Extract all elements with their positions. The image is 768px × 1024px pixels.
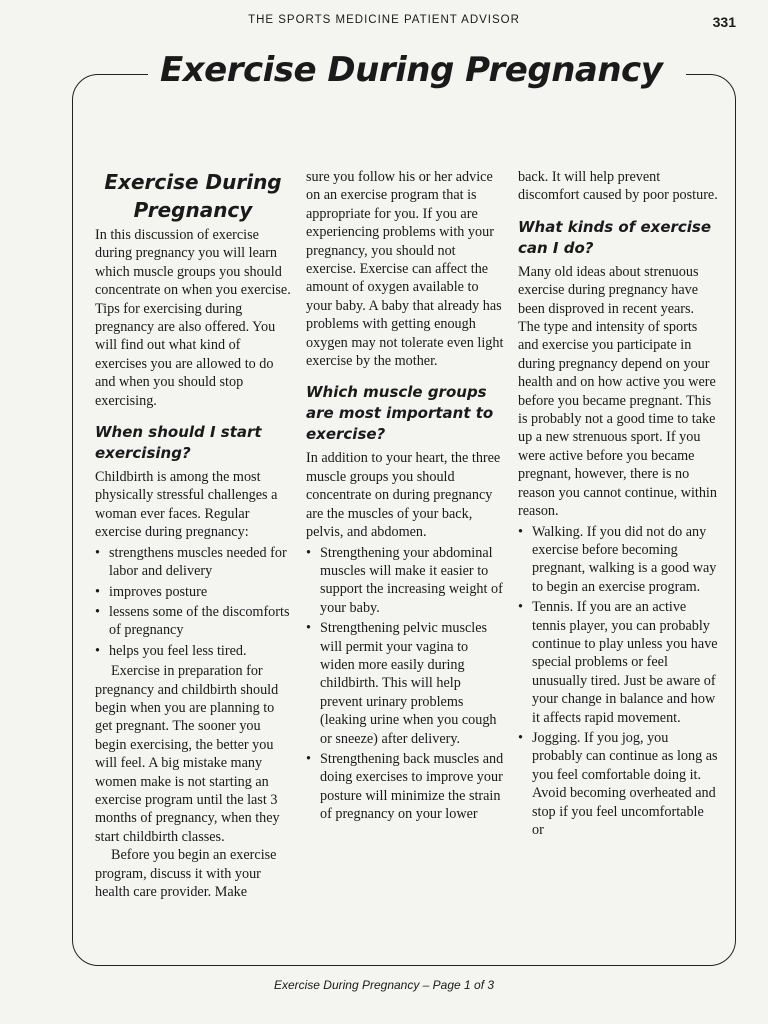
paragraph: Childbirth is among the most physically stressful challenges a woman ever faces. Regular exercise during pregnancy: (95, 469, 278, 541)
list-item: • helps you feel less tired. (95, 642, 291, 660)
paragraph: back. It will help prevent discomfort caused by poor posture. (518, 169, 718, 204)
running-head: THE SPORTS MEDICINE PATIENT ADVISOR (248, 14, 520, 26)
list-item: • Tennis. If you are an active tennis player, you can probably continue to play unless you have special problems or feel unusually tired. Just be aware of your change in balance and how it affects rapid movement. (518, 598, 718, 727)
paragraph: sure you follow his or her advice on an exercise program that is appropriate for you. If you are experiencing problems with your pregnancy, you should not exercise. Exercise can affect the amount of oxygen available to your baby. A baby that already has problems with getting enough oxygen may not tolerate even light exercise by the mother. (306, 169, 504, 370)
subhead-muscle-groups: Which muscle groups are most important to exercise? (306, 383, 494, 444)
exercise-list (518, 523, 718, 840)
list-item: • Jogging. If you jog, you probably can continue as long as you feel comfortable doing it. Avoid becoming overheated and stop if you feel uncomfortable or (518, 729, 718, 839)
list-item: • lessens some of the discomforts of pregnancy (95, 603, 291, 640)
list-item: • Strengthening your abdominal muscles will make it easier to support the increasing weight of your baby. (306, 544, 506, 618)
paragraph: Many old ideas about strenuous exercise during pregnancy have been disproved in recent years. The type and intensity of sports and exercise you participate in during pregnancy depend on your health and on how active you were before you became pregnant. This is probably not a good time to take up a new strenuous sport. If you were active before you became pregnant, however, there is no reason you cannot continue, within reason. (518, 263, 717, 520)
column-1 (95, 168, 291, 901)
list-item: • strengthens muscles needed for labor and delivery (95, 544, 291, 581)
list-item: • improves posture (95, 583, 291, 601)
paragraph: Before you begin an exercise program, discuss it with your health care provider. Make (95, 847, 277, 900)
column-3 (518, 168, 718, 841)
list-item: • Strengthening back muscles and doing exercises to improve your posture will minimize the strain of pregnancy on your lower (306, 750, 506, 824)
page-title: Exercise During Pregnancy (160, 50, 663, 90)
list-item: • Walking. If you did not do any exercise before becoming pregnant, walking is a good way to begin an exercise program. (518, 523, 718, 597)
page-number: 331 (712, 14, 736, 30)
page-footer: Exercise During Pregnancy – Page 1 of 3 (273, 978, 495, 992)
subhead-kinds-of-exercise: What kinds of exercise can I do? (518, 217, 712, 257)
benefits-list (95, 544, 291, 660)
paragraph: Exercise in preparation for pregnancy and childbirth should begin when you are planning to get pregnant. The sooner you begin exercising, the better you will feel. A big mistake many women make is not starting an exercise program until the last 3 months of pregnancy, when they start childbirth classes. (95, 663, 280, 845)
list-item: • Strengthening pelvic muscles will permit your vagina to widen more easily during childbirth. This will help prevent urinary problems (leaking urine when you cough or sneeze) after delivery. (306, 619, 506, 748)
muscle-list (306, 544, 506, 824)
section-heading: Exercise During Pregnancy (104, 170, 282, 222)
paragraph: In addition to your heart, the three muscle groups you should concentrate on during pregnancy are the muscles of your back, pelvis, and abdomen. (306, 450, 501, 541)
intro-paragraph: In this discussion of exercise during pregnancy you will learn which muscle groups you should concentrate on when you exercise. Tips for exercising during pregnancy are also offered. You will find out what kind of exercises you are allowed to do and when you should stop exercising. (95, 227, 291, 409)
subhead-when-start: When should I start exercising? (95, 423, 262, 463)
column-2 (306, 168, 506, 826)
